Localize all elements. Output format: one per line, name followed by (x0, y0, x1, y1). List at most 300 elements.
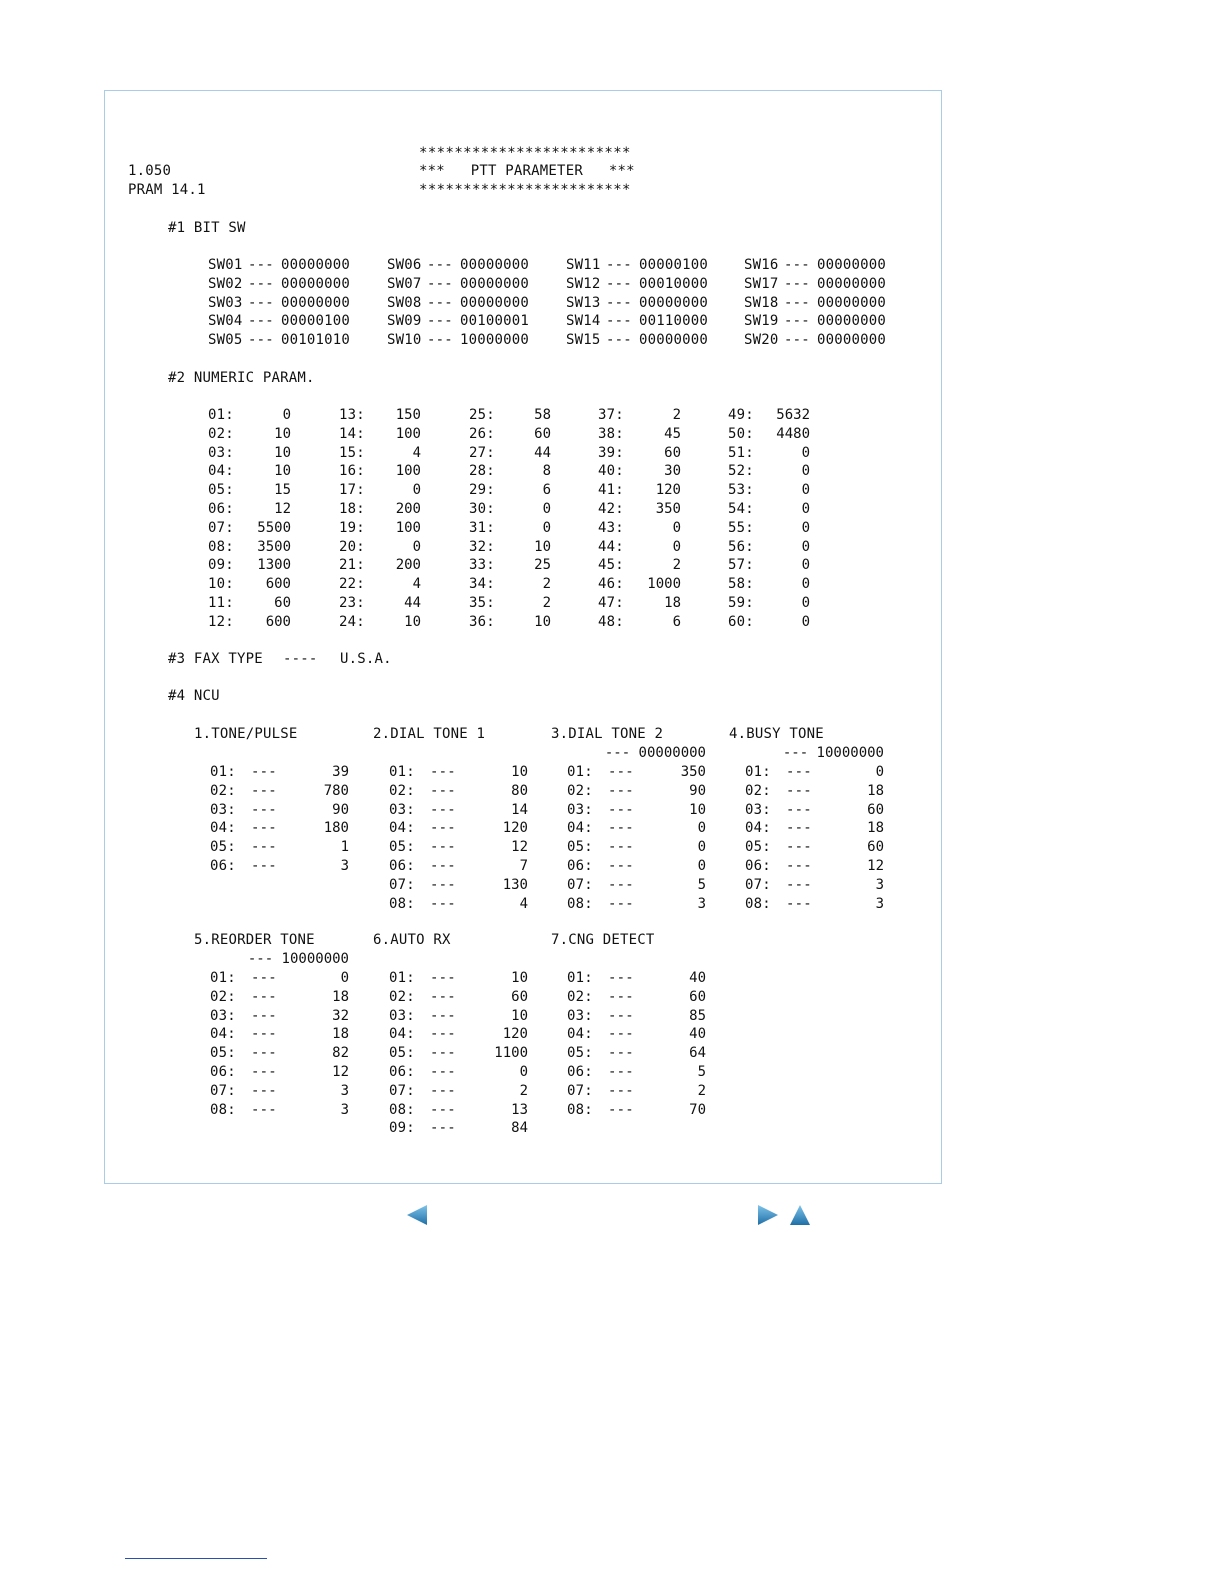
param-value: 0 (801, 613, 810, 630)
param-key: 57: (728, 557, 754, 574)
param-key: 43: (598, 519, 624, 536)
param-value: 1300 (257, 557, 291, 574)
ncu-row-value: 2 (697, 1082, 706, 1099)
ncu-group-title: 7.CNG DETECT (551, 932, 655, 948)
ncu-row-dash: --- (251, 858, 277, 874)
switch-separator: --- (606, 294, 632, 311)
ncu-row-value: 120 (502, 820, 528, 837)
ncu-row-value: 780 (323, 782, 349, 799)
fax-type-value: U.S.A. (340, 651, 392, 667)
ncu-row-key: 08: (389, 895, 415, 912)
stars-bottom-line: ************************ (419, 182, 631, 198)
ncu-row-dash: --- (430, 801, 456, 818)
ncu-row-key: 08: (567, 895, 593, 912)
ncu-row-key: 03: (389, 801, 415, 818)
param-key: 49: (728, 407, 754, 423)
ncu-row-key: 06: (389, 1064, 415, 1080)
ncu-row-value: 7 (519, 858, 528, 874)
ncu-row-key: 09: (389, 1120, 415, 1137)
param-key: 51: (728, 444, 754, 461)
param-key: 36: (469, 613, 495, 630)
ncu-row-dash: --- (430, 782, 456, 799)
ncu-row-dash: --- (608, 876, 634, 893)
param-key: 21: (339, 557, 365, 574)
switch-value: 10000000 (460, 332, 530, 349)
ncu-row-value: 12 (867, 858, 884, 874)
ncu-row-value: 60 (689, 988, 706, 1005)
ncu-row-dash: --- (430, 876, 456, 893)
ncu-row-dash: --- (430, 839, 456, 856)
fax-type-separator: ---- (283, 651, 318, 667)
ncu-row-dash: --- (608, 1007, 634, 1024)
ncu-row-dash: --- (430, 1064, 456, 1080)
switch-separator: --- (427, 294, 453, 311)
switch-value: 00000000 (817, 294, 887, 311)
param-value: 120 (655, 482, 681, 499)
ncu-row-key: 07: (567, 1082, 593, 1099)
ncu-row-dash: --- (251, 1026, 277, 1043)
param-value: 100 (395, 463, 421, 480)
ncu-row-dash: --- (608, 1026, 634, 1043)
param-key: 29: (469, 482, 495, 499)
ncu-row-dash: --- (786, 858, 812, 874)
ncu-row-value: 80 (511, 782, 528, 799)
ncu-row-value: 18 (332, 1026, 349, 1043)
ncu-row-dash: --- (608, 858, 634, 874)
param-value: 0 (672, 538, 681, 555)
ncu-row-key: 05: (567, 839, 593, 856)
param-key: 45: (598, 557, 624, 574)
param-value: 2 (542, 576, 551, 593)
param-value: 4 (412, 444, 421, 461)
ncu-row-dash: --- (608, 764, 634, 780)
report-title: *** PTT PARAMETER *** (419, 163, 635, 179)
param-key: 01: (208, 407, 234, 423)
param-value: 150 (395, 407, 421, 423)
ncu-row-value: 0 (875, 764, 884, 780)
ncu-row-key: 05: (210, 839, 236, 856)
param-key: 41: (598, 482, 624, 499)
ncu-row-key: 02: (210, 988, 236, 1005)
param-key: 25: (469, 407, 495, 423)
param-value: 5632 (776, 407, 810, 423)
ncu-row-key: 06: (567, 858, 593, 874)
ncu-row-key: 04: (389, 820, 415, 837)
ncu-group-title: 6.AUTO RX (373, 932, 451, 948)
triangle-up-icon (788, 1203, 812, 1227)
switch-value: 00000100 (639, 257, 709, 273)
ncu-row-key: 08: (567, 1101, 593, 1118)
ncu-row-dash: --- (251, 782, 277, 799)
switch-name: SW07 (387, 275, 422, 292)
ncu-row-dash: --- (251, 820, 277, 837)
ncu-row-value: 60 (867, 839, 884, 856)
ncu-row-value: 180 (323, 820, 349, 837)
ncu-row-key: 02: (389, 988, 415, 1005)
param-value: 600 (265, 613, 291, 630)
switch-separator: --- (427, 313, 453, 330)
ncu-row-dash: --- (608, 1101, 634, 1118)
switch-name: SW01 (208, 257, 243, 273)
switch-name: SW03 (208, 294, 243, 311)
param-value: 45 (664, 425, 681, 442)
ncu-row-key: 05: (389, 1045, 415, 1062)
ncu-row-key: 03: (389, 1007, 415, 1024)
section-ncu-heading: #4 NCU (168, 688, 220, 704)
param-value: 0 (542, 519, 551, 536)
ncu-row-key: 01: (745, 764, 771, 780)
ncu-row-key: 03: (210, 801, 236, 818)
section-fax-type-heading: #3 FAX TYPE (168, 651, 263, 667)
ncu-row-value: 0 (697, 820, 706, 837)
ncu-row-dash: --- (430, 858, 456, 874)
param-key: 27: (469, 444, 495, 461)
switch-name: SW08 (387, 294, 422, 311)
ncu-row-value: 1 (340, 839, 349, 856)
ncu-row-dash: --- (608, 895, 634, 912)
ncu-row-dash: --- (430, 988, 456, 1005)
ncu-row-value: 18 (332, 988, 349, 1005)
switch-name: SW02 (208, 275, 243, 292)
ncu-row-dash: --- (608, 820, 634, 837)
switch-name: SW15 (566, 332, 601, 349)
ncu-row-key: 02: (745, 782, 771, 799)
switch-separator: --- (248, 257, 274, 273)
param-value: 100 (395, 425, 421, 442)
ncu-row-key: 06: (567, 1064, 593, 1080)
switch-name: SW11 (566, 257, 601, 273)
switch-separator: --- (784, 294, 810, 311)
switch-separator: --- (248, 313, 274, 330)
param-value: 10 (404, 613, 421, 630)
triangle-left-icon (405, 1203, 429, 1227)
ncu-group-title: 4.BUSY TONE (729, 726, 824, 742)
ncu-row-value: 12 (332, 1064, 349, 1080)
ncu-row-value: 10 (511, 764, 528, 780)
ncu-row-key: 06: (745, 858, 771, 874)
ncu-row-value: 10 (511, 1007, 528, 1024)
switch-separator: --- (248, 332, 274, 349)
param-value: 0 (412, 538, 421, 555)
ncu-row-value: 13 (511, 1101, 528, 1118)
param-key: 58: (728, 576, 754, 593)
ncu-row-dash: --- (251, 839, 277, 856)
switch-value: 00000000 (817, 275, 887, 292)
param-value: 0 (801, 444, 810, 461)
ncu-row-value: 120 (502, 1026, 528, 1043)
ncu-row-value: 60 (511, 988, 528, 1005)
param-key: 24: (339, 613, 365, 630)
ncu-row-value: 40 (689, 1026, 706, 1043)
ncu-row-key: 02: (389, 782, 415, 799)
ncu-group-title: 3.DIAL TONE 2 (551, 726, 664, 742)
ncu-row-value: 1100 (494, 1045, 528, 1062)
ncu-row-dash: --- (786, 876, 812, 893)
param-key: 23: (339, 595, 365, 611)
ncu-row-dash: --- (430, 1026, 456, 1043)
stars-top-line: ************************ (419, 145, 631, 161)
ncu-row-key: 04: (210, 1026, 236, 1043)
param-key: 59: (728, 595, 754, 611)
ncu-row-key: 05: (567, 1045, 593, 1062)
switch-separator: --- (248, 275, 274, 292)
ncu-row-value: 3 (697, 895, 706, 912)
param-key: 17: (339, 482, 365, 499)
ncu-row-value: 0 (697, 858, 706, 874)
param-key: 48: (598, 613, 624, 630)
param-key: 14: (339, 425, 365, 442)
param-value: 8 (542, 463, 551, 480)
ncu-row-value: 60 (867, 801, 884, 818)
param-key: 42: (598, 501, 624, 517)
ncu-row-dash: --- (786, 782, 812, 799)
ncu-row-key: 03: (745, 801, 771, 818)
ncu-row-dash: --- (430, 970, 456, 986)
switch-name: SW06 (387, 257, 422, 273)
param-key: 35: (469, 595, 495, 611)
param-value: 10 (274, 444, 291, 461)
ncu-row-key: 08: (210, 1101, 236, 1118)
param-value: 18 (664, 595, 681, 611)
switch-name: SW12 (566, 275, 601, 292)
ncu-row-dash: --- (430, 1120, 456, 1137)
switch-value: 00110000 (639, 313, 709, 330)
switch-name: SW19 (744, 313, 779, 330)
ncu-row-dash: --- (430, 1045, 456, 1062)
param-key: 31: (469, 519, 495, 536)
ncu-row-value: 10 (511, 970, 528, 986)
switch-name: SW14 (566, 313, 601, 330)
param-key: 09: (208, 557, 234, 574)
switch-separator: --- (784, 313, 810, 330)
param-key: 30: (469, 501, 495, 517)
ncu-row-value: 0 (519, 1064, 528, 1080)
param-value: 0 (542, 501, 551, 517)
ncu-row-key: 08: (389, 1101, 415, 1118)
param-value: 30 (664, 463, 681, 480)
version-number: 1.050 (128, 163, 172, 179)
param-value: 10 (534, 613, 551, 630)
ncu-row-key: 06: (210, 858, 236, 874)
param-value: 5500 (257, 519, 291, 536)
param-key: 44: (598, 538, 624, 555)
param-key: 11: (208, 595, 234, 611)
param-value: 0 (801, 538, 810, 555)
param-key: 08: (208, 538, 234, 555)
param-key: 26: (469, 425, 495, 442)
param-key: 06: (208, 501, 234, 517)
param-value: 4480 (776, 425, 810, 442)
ncu-row-value: 18 (867, 820, 884, 837)
next-page-button[interactable] (756, 1203, 780, 1227)
ncu-row-key: 05: (745, 839, 771, 856)
switch-value: 00000000 (817, 257, 887, 273)
param-value: 0 (282, 407, 291, 423)
param-value: 10 (534, 538, 551, 555)
ncu-group-subvalue: --- 10000000 (782, 745, 884, 761)
ncu-row-key: 06: (210, 1064, 236, 1080)
ncu-row-value: 4 (519, 895, 528, 912)
param-key: 07: (208, 519, 234, 536)
ncu-row-dash: --- (608, 782, 634, 799)
ncu-row-key: 07: (210, 1082, 236, 1099)
ncu-row-key: 03: (567, 1007, 593, 1024)
switch-separator: --- (784, 275, 810, 292)
ncu-row-dash: --- (251, 764, 277, 780)
param-value: 200 (395, 557, 421, 574)
triangle-right-icon (756, 1203, 780, 1227)
switch-separator: --- (427, 275, 453, 292)
switch-value: 00000000 (817, 313, 887, 330)
ncu-row-dash: --- (251, 1082, 277, 1099)
param-key: 18: (339, 501, 365, 517)
ncu-row-key: 01: (567, 764, 593, 780)
switch-value: 00000000 (460, 275, 530, 292)
param-key: 33: (469, 557, 495, 574)
param-value: 10 (274, 463, 291, 480)
param-key: 52: (728, 463, 754, 480)
ncu-row-key: 02: (210, 782, 236, 799)
param-key: 02: (208, 425, 234, 442)
pram-label: PRAM 14.1 (128, 182, 206, 198)
param-key: 10: (208, 576, 234, 593)
switch-value: 00100001 (460, 313, 530, 330)
param-key: 19: (339, 519, 365, 536)
ncu-row-key: 04: (567, 1026, 593, 1043)
param-key: 13: (339, 407, 365, 423)
ncu-row-key: 02: (567, 988, 593, 1005)
param-value: 44 (534, 444, 551, 461)
ncu-group-title: 5.REORDER TONE (194, 932, 315, 948)
param-key: 15: (339, 444, 365, 461)
param-value: 0 (801, 482, 810, 499)
param-value: 0 (801, 595, 810, 611)
ncu-row-dash: --- (430, 1101, 456, 1118)
param-value: 0 (672, 519, 681, 536)
param-key: 05: (208, 482, 234, 499)
switch-name: SW13 (566, 294, 601, 311)
ncu-row-value: 64 (689, 1045, 706, 1062)
switch-separator: --- (784, 257, 810, 273)
switch-value: 00000000 (817, 332, 887, 349)
param-value: 0 (412, 482, 421, 499)
param-key: 53: (728, 482, 754, 499)
param-value: 15 (274, 482, 291, 499)
switch-value: 00000000 (281, 275, 351, 292)
param-key: 55: (728, 519, 754, 536)
ncu-row-key: 05: (389, 839, 415, 856)
param-value: 100 (395, 519, 421, 536)
param-key: 04: (208, 463, 234, 480)
ncu-row-value: 90 (332, 801, 349, 818)
param-value: 600 (265, 576, 291, 593)
footer-link-underline (125, 1558, 267, 1559)
ncu-row-dash: --- (251, 1064, 277, 1080)
ncu-row-key: 05: (210, 1045, 236, 1062)
param-value: 350 (655, 501, 681, 517)
ncu-row-dash: --- (786, 801, 812, 818)
ncu-row-key: 01: (567, 970, 593, 986)
param-value: 10 (274, 425, 291, 442)
ncu-row-dash: --- (430, 764, 456, 780)
switch-separator: --- (606, 313, 632, 330)
ncu-row-value: 2 (519, 1082, 528, 1099)
ncu-row-value: 0 (697, 839, 706, 856)
param-value: 0 (801, 463, 810, 480)
ncu-group-subvalue: --- 10000000 (247, 951, 349, 967)
param-value: 2 (672, 557, 681, 574)
param-value: 60 (274, 595, 291, 611)
ncu-row-key: 03: (567, 801, 593, 818)
param-key: 16: (339, 463, 365, 480)
param-value: 0 (801, 557, 810, 574)
ncu-row-dash: --- (251, 801, 277, 818)
top-of-page-button[interactable] (788, 1203, 812, 1227)
ncu-row-dash: --- (608, 988, 634, 1005)
param-value: 2 (672, 407, 681, 423)
ncu-row-dash: --- (430, 895, 456, 912)
ncu-row-value: 10 (689, 801, 706, 818)
param-key: 22: (339, 576, 365, 593)
ncu-group-title: 2.DIAL TONE 1 (373, 726, 486, 742)
param-key: 37: (598, 407, 624, 423)
switch-separator: --- (427, 257, 453, 273)
ncu-row-key: 06: (389, 858, 415, 874)
ncu-row-dash: --- (608, 1045, 634, 1062)
switch-separator: --- (784, 332, 810, 349)
ncu-row-value: 70 (689, 1101, 706, 1118)
ncu-row-dash: --- (430, 820, 456, 837)
param-key: 20: (339, 538, 365, 555)
switch-name: SW17 (744, 275, 779, 292)
ncu-row-dash: --- (251, 1045, 277, 1062)
ncu-row-dash: --- (786, 764, 812, 780)
ncu-row-value: 32 (332, 1007, 349, 1024)
ncu-row-dash: --- (251, 1007, 277, 1024)
ncu-row-value: 3 (340, 1101, 349, 1118)
ncu-row-dash: --- (786, 839, 812, 856)
ncu-row-value: 12 (511, 839, 528, 856)
ncu-row-dash: --- (251, 1101, 277, 1118)
ncu-row-value: 82 (332, 1045, 349, 1062)
param-value: 3500 (257, 538, 291, 555)
ncu-row-value: 0 (340, 970, 349, 986)
switch-value: 00000000 (639, 332, 709, 349)
ncu-row-key: 01: (389, 764, 415, 780)
switch-separator: --- (606, 332, 632, 349)
switch-value: 00000000 (460, 294, 530, 311)
ncu-row-dash: --- (608, 839, 634, 856)
previous-page-button[interactable] (405, 1203, 429, 1227)
ncu-row-dash: --- (251, 970, 277, 986)
param-key: 34: (469, 576, 495, 593)
section-bit-sw-heading: #1 BIT SW (168, 220, 246, 236)
param-key: 28: (469, 463, 495, 480)
param-key: 50: (728, 425, 754, 442)
ncu-row-value: 5 (697, 1064, 706, 1080)
param-value: 6 (542, 482, 551, 499)
ncu-row-key: 02: (567, 782, 593, 799)
ncu-row-value: 5 (697, 876, 706, 893)
param-key: 46: (598, 576, 624, 593)
ncu-row-dash: --- (430, 1082, 456, 1099)
ncu-row-key: 07: (567, 876, 593, 893)
param-value: 25 (534, 557, 551, 574)
param-value: 1000 (647, 576, 681, 593)
param-value: 0 (801, 519, 810, 536)
ncu-group-title: 1.TONE/PULSE (194, 726, 298, 742)
param-value: 60 (664, 444, 681, 461)
